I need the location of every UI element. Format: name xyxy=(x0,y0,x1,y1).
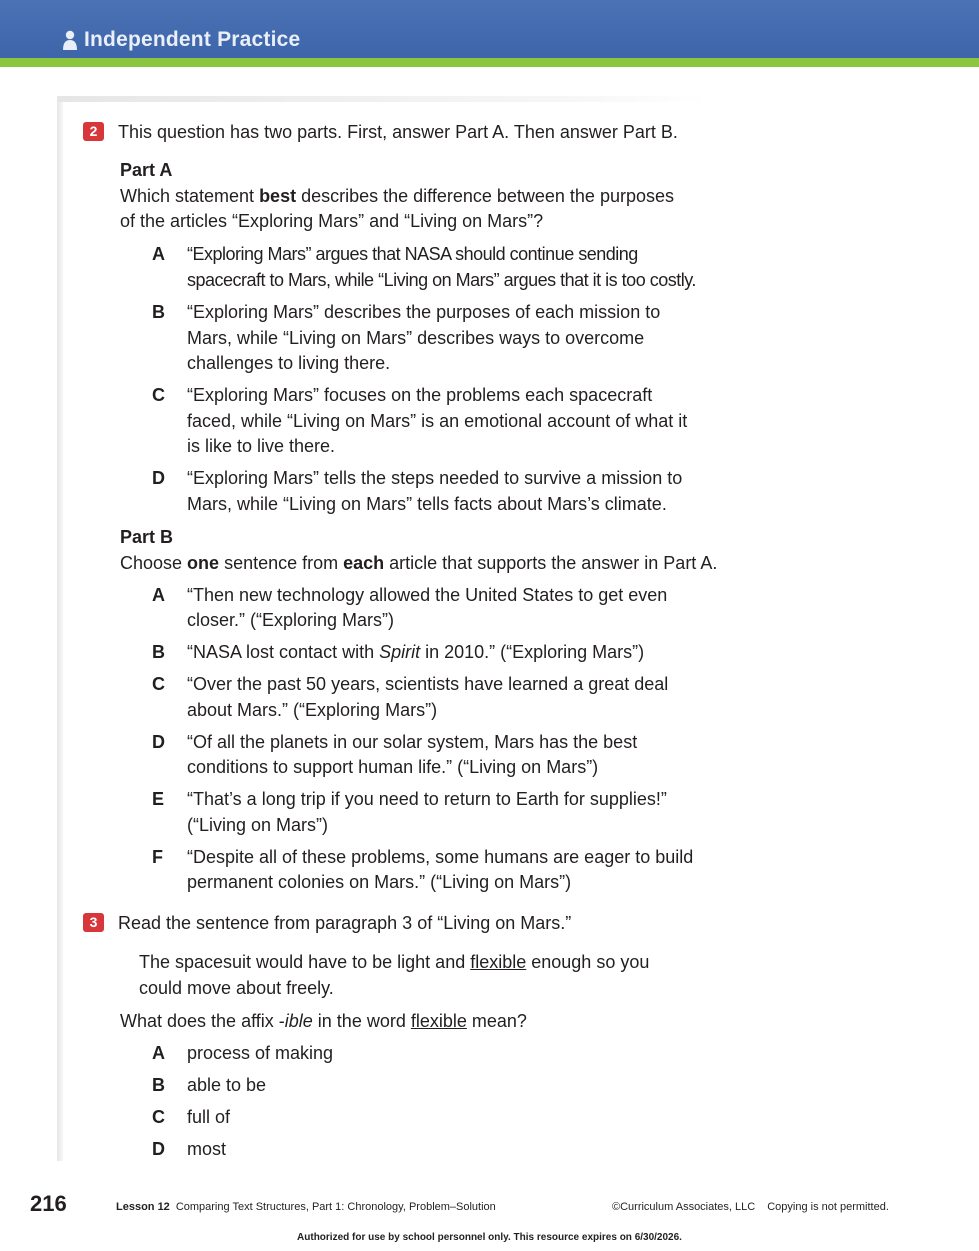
option-text[interactable]: “Despite all of these problems, some humans are eager to build xyxy=(187,847,694,867)
option-letter[interactable]: C xyxy=(152,1107,165,1127)
authorization-notice: Authorized for use by school personnel only. This resource expires on 6/30/2026. xyxy=(297,1232,682,1243)
option-text[interactable]: “Over the past 50 years, scientists have learned a great deal xyxy=(187,674,669,694)
option-text[interactable]: closer.” (“Exploring Mars”) xyxy=(187,610,395,630)
panel-edge-top xyxy=(57,96,707,102)
option-text[interactable]: (“Living on Mars”) xyxy=(187,815,329,835)
question-number-badge: 3 xyxy=(83,913,104,932)
option-text[interactable]: “Exploring Mars” argues that NASA should continue sending xyxy=(187,244,638,264)
part-a-prompt: Which statement best describes the difference between the purposes xyxy=(120,186,674,206)
section-title-text: Independent Practice xyxy=(84,28,301,51)
option-letter[interactable]: A xyxy=(152,244,165,264)
question-2-intro: This question has two parts. First, answer Part A. Then answer Part B. xyxy=(118,122,678,142)
option-text[interactable]: most xyxy=(187,1139,227,1159)
option-letter[interactable]: A xyxy=(152,585,165,605)
footer-lesson: Lesson 12 Comparing Text Structures, Part 1: Chronology, Problem–Solution xyxy=(116,1201,496,1213)
part-b-prompt: Choose one sentence from each article that supports the answer in Part A. xyxy=(120,553,718,573)
option-text[interactable]: faced, while “Living on Mars” is an emotional account of what it xyxy=(187,411,688,431)
option-text[interactable]: conditions to support human life.” (“Living on Mars”) xyxy=(187,757,599,777)
part-a-heading: Part A xyxy=(120,160,173,180)
panel-edge-left xyxy=(57,96,63,1161)
option-text[interactable]: “Exploring Mars” describes the purposes of each mission to xyxy=(187,302,661,322)
quoted-sentence: The spacesuit would have to be light and flexible enough so you xyxy=(139,952,650,972)
option-letter[interactable]: F xyxy=(152,847,163,867)
part-a-prompt-line2: of the articles “Exploring Mars” and “Living on Mars”? xyxy=(120,211,544,231)
option-letter[interactable]: B xyxy=(152,642,165,662)
option-text[interactable]: full of xyxy=(187,1107,231,1127)
option-text[interactable]: “NASA lost contact with Spirit in 2010.” (“Exploring Mars”) xyxy=(187,642,645,662)
option-letter[interactable]: B xyxy=(152,1075,165,1095)
question-3-intro: Read the sentence from paragraph 3 of “Living on Mars.” xyxy=(118,913,572,933)
option-text[interactable]: spacecraft to Mars, while “Living on Mars” argues that it is too costly. xyxy=(187,270,696,290)
question-number-badge: 2 xyxy=(83,122,104,141)
option-text[interactable]: “Then new technology allowed the United States to get even xyxy=(187,585,668,605)
section-title xyxy=(62,28,300,52)
option-text[interactable]: process of making xyxy=(187,1043,334,1063)
header-banner xyxy=(0,0,979,58)
option-letter[interactable]: D xyxy=(152,1139,165,1159)
footer-copyright: ©Curriculum Associates, LLC Copying is not permitted. xyxy=(612,1201,889,1213)
option-letter[interactable]: D xyxy=(152,468,165,488)
option-letter[interactable]: C xyxy=(152,674,165,694)
option-letter[interactable]: E xyxy=(152,789,165,809)
option-text[interactable]: able to be xyxy=(187,1075,267,1095)
person-icon xyxy=(62,30,78,50)
header-stripe xyxy=(0,58,979,67)
option-text[interactable]: “Exploring Mars” tells the steps needed to survive a mission to xyxy=(187,468,683,488)
option-letter[interactable]: C xyxy=(152,385,165,405)
option-text[interactable]: Mars, while “Living on Mars” tells facts about Mars’s climate. xyxy=(187,494,667,514)
option-letter[interactable]: B xyxy=(152,302,165,322)
option-letter[interactable]: A xyxy=(152,1043,165,1063)
option-text[interactable]: “Exploring Mars” focuses on the problems each spacecraft xyxy=(187,385,653,405)
option-text[interactable]: about Mars.” (“Exploring Mars”) xyxy=(187,700,438,720)
option-text[interactable]: challenges to living there. xyxy=(187,353,391,373)
page-number: 216 xyxy=(30,1191,67,1216)
option-text[interactable]: “Of all the planets in our solar system, Mars has the best xyxy=(187,732,638,752)
question-3-prompt: What does the affix -ible in the word flexible mean? xyxy=(120,1011,527,1031)
part-b-heading: Part B xyxy=(120,527,174,547)
option-letter[interactable]: D xyxy=(152,732,165,752)
quoted-sentence-line2: could move about freely. xyxy=(139,978,334,998)
option-text[interactable]: permanent colonies on Mars.” (“Living on Mars”) xyxy=(187,872,572,892)
option-text[interactable]: Mars, while “Living on Mars” describes ways to overcome xyxy=(187,328,645,348)
option-text[interactable]: is like to live there. xyxy=(187,436,336,456)
option-text[interactable]: “That’s a long trip if you need to return to Earth for supplies!” xyxy=(187,789,667,809)
